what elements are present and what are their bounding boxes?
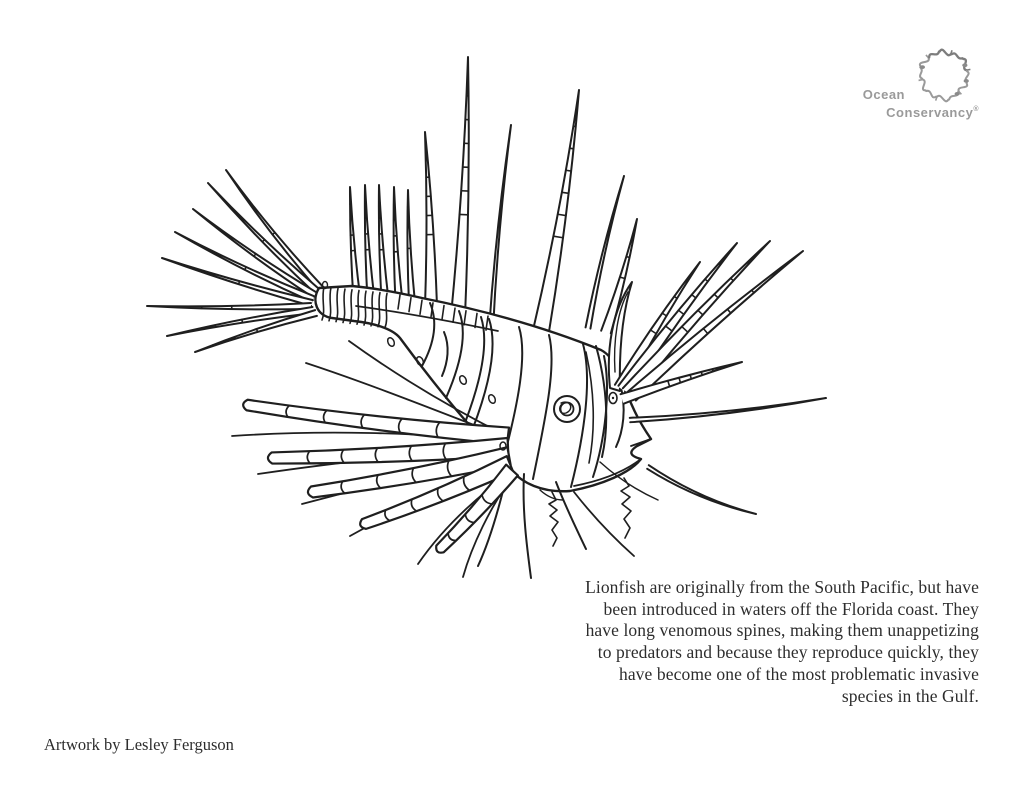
caption-line: have become one of the most problematic invasive — [618, 663, 979, 684]
fish-eye — [554, 396, 580, 422]
caption-line: Lionfish are originally from the South Pacific, but have — [585, 577, 979, 597]
logo-text-ocean: Ocean — [862, 87, 905, 102]
registered-mark: ® — [973, 106, 979, 113]
caption-text — [519, 577, 979, 707]
caption-line: been introduced in waters off the Florida coast. They — [603, 598, 979, 619]
ocean-conservancy-logo — [830, 40, 980, 126]
tail-fin — [147, 170, 324, 352]
right-fin — [609, 241, 803, 404]
artwork-credit: Artwork by Lesley Ferguson — [44, 735, 234, 754]
caption-line: have long venomous spines, making them unappetizing — [585, 620, 979, 641]
sea-life-wreath-icon — [911, 42, 977, 108]
logo-text-conservancy: Conservancy® — [886, 105, 979, 120]
caption-line: to predators and because they reproduce quickly, they — [597, 642, 979, 663]
caption-line: species in the Gulf. — [841, 685, 979, 706]
